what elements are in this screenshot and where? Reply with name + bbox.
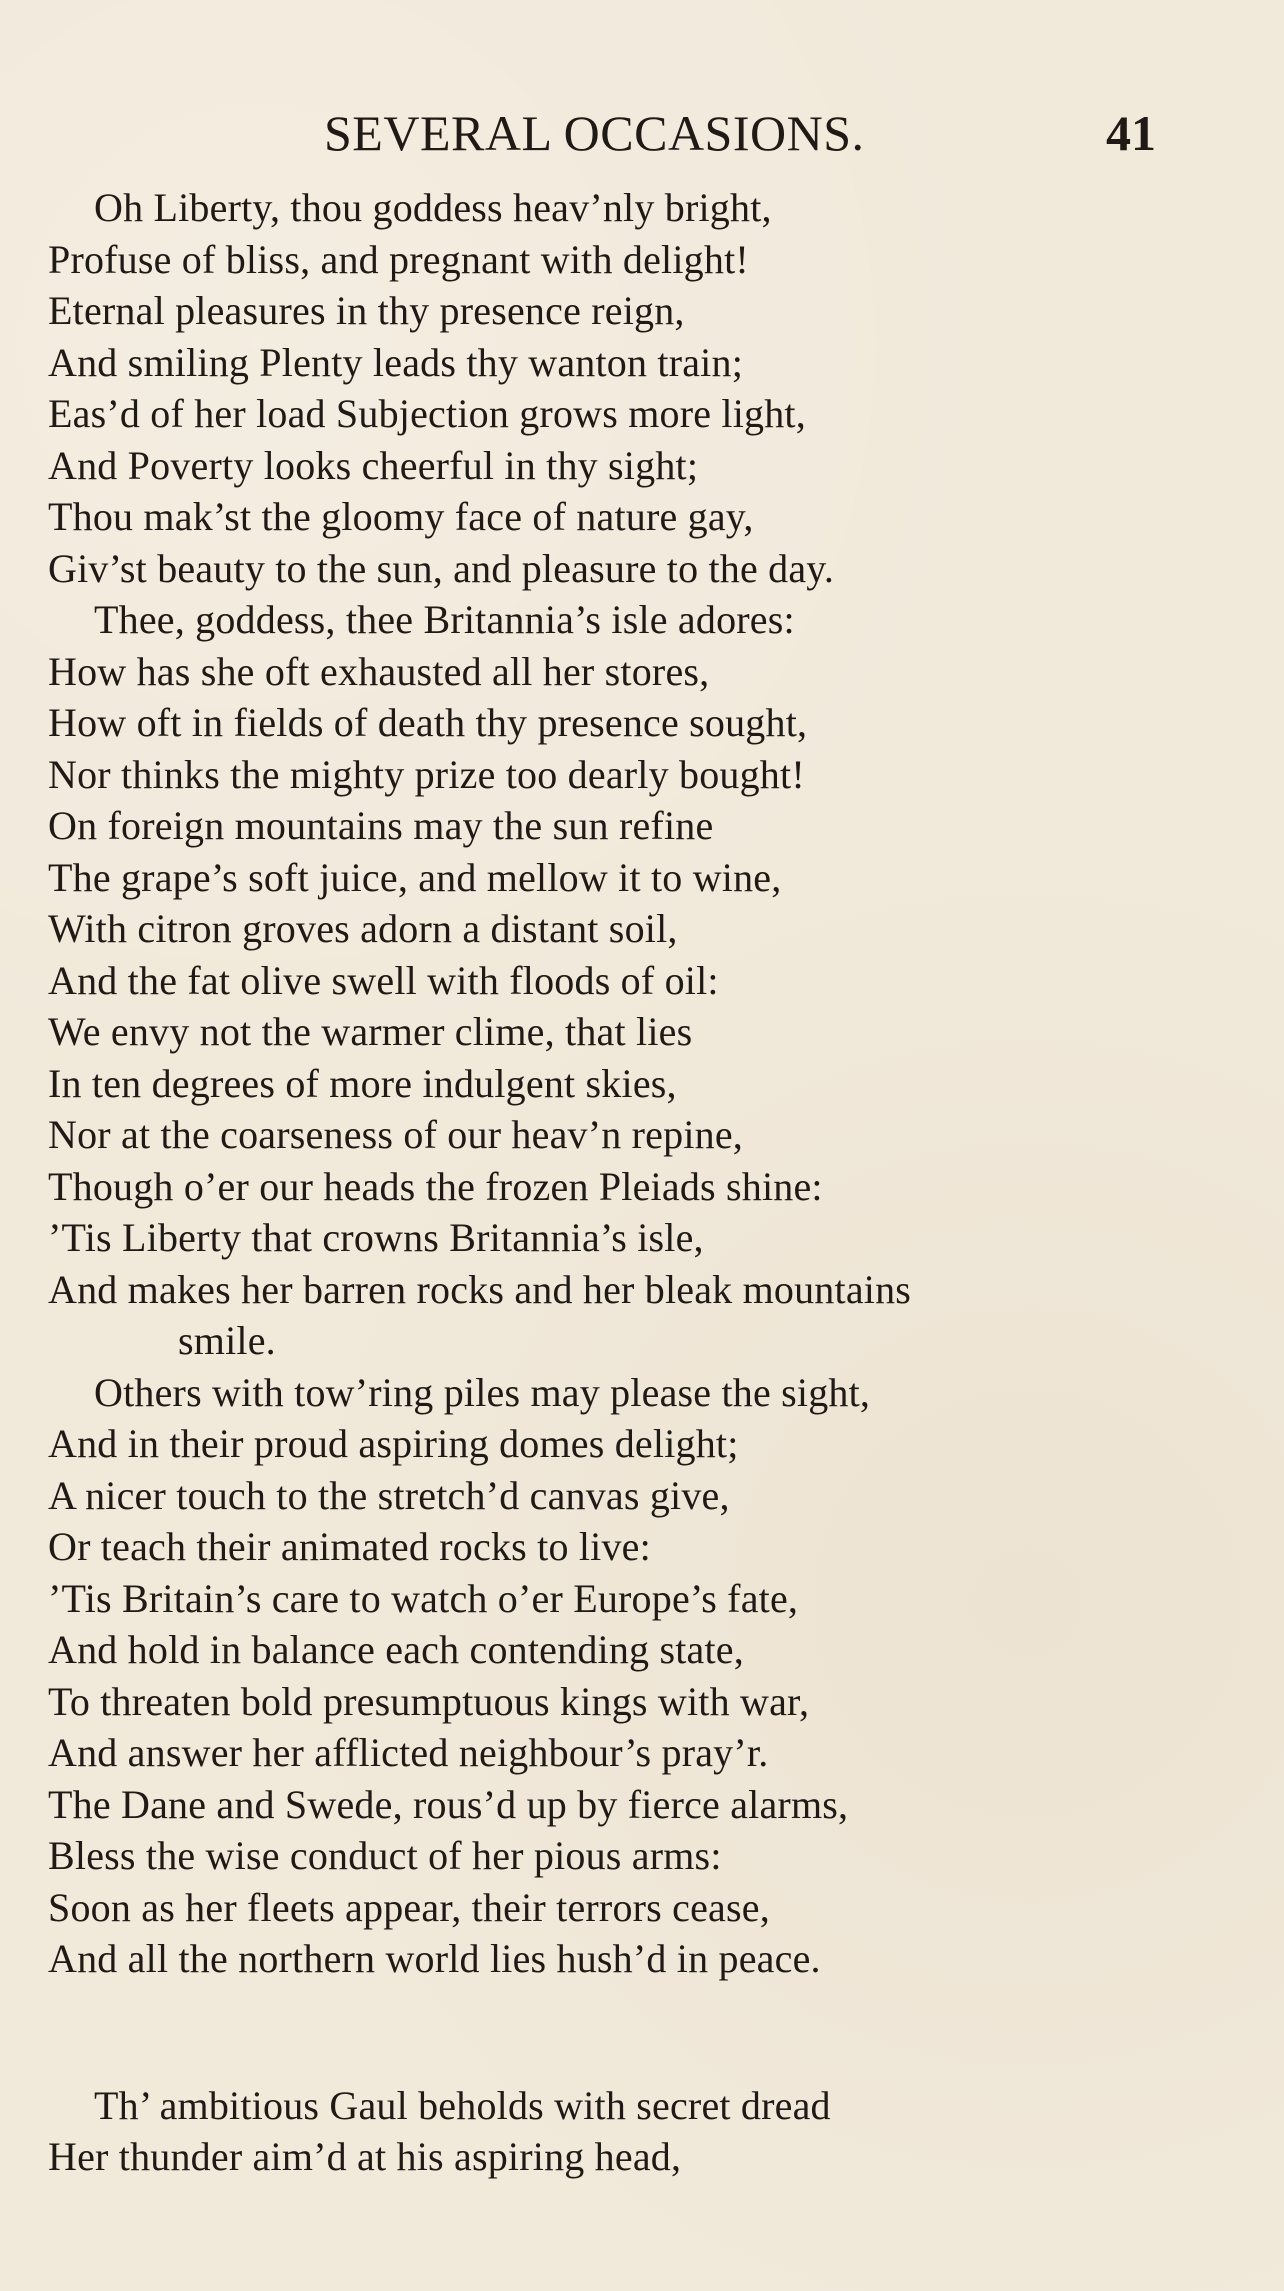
poem-line: And all the northern world lies hush’d in peace. [48, 1936, 821, 1981]
poem-line: Her thunder aim’d at his aspiring head, [48, 2134, 682, 2179]
page-number: 41 [1106, 105, 1156, 161]
poem-line: And smiling Plenty leads thy wanton train; [48, 339, 744, 385]
poem-line: The grape’s soft juice, and mellow it to wine, [48, 854, 782, 900]
poem-line: Eternal pleasures in thy presence reign, [48, 288, 685, 333]
stanza-gap [48, 1985, 1228, 2080]
poem-line: With citron groves adorn a distant soil, [48, 906, 678, 951]
poem-line: And makes her barren rocks and her bleak mountains [48, 1266, 912, 1312]
poem-line: We envy not the warmer clime, that lies [48, 1009, 693, 1054]
poem-line: And answer her afflicted neighbour’s pray’r. [48, 1730, 769, 1775]
page-header [0, 103, 1284, 163]
poem-text [48, 182, 1228, 2183]
running-head: SEVERAL OCCASIONS. [324, 105, 865, 161]
poem-line: The Dane and Swede, rous’d up by fierce alarms, [48, 1781, 849, 1827]
poem-line: And in their proud aspiring domes delight; [48, 1421, 739, 1466]
poem-line: To threaten bold presumptuous kings with war, [48, 1678, 810, 1724]
poem-line: In ten degrees of more indulgent skies, [48, 1060, 677, 1106]
poem-line-runover: smile. [178, 1318, 276, 1363]
poem-line: Thou mak’st the gloomy face of nature gay, [48, 494, 754, 539]
poem-line: How has she oft exhausted all her stores, [48, 648, 710, 694]
poem-line: Profuse of bliss, and pregnant with delight! [48, 236, 749, 282]
poem-line: ’Tis Liberty that crowns Britannia’s isle, [48, 1215, 704, 1260]
poem-line: Thee, goddess, thee Britannia’s isle adores: [94, 597, 795, 642]
poem-line: And the fat olive swell with floods of oil: [48, 957, 719, 1003]
poem-line: And Poverty looks cheerful in thy sight; [48, 442, 699, 488]
poem-line: Others with tow’ring piles may please the sight, [94, 1369, 871, 1415]
poem-line: ’Tis Britain’s care to watch o’er Europe’s fate, [48, 1575, 799, 1621]
poem-line: Though o’er our heads the frozen Pleiads shine: [48, 1163, 823, 1209]
poem-line: On foreign mountains may the sun refine [48, 803, 714, 848]
poem-line: Bless the wise conduct of her pious arms: [48, 1833, 722, 1878]
poem-line: Eas’d of her load Subjection grows more light, [48, 391, 806, 436]
poem-line: Nor thinks the mighty prize too dearly bought! [48, 751, 805, 797]
poem-line: Giv’st beauty to the sun, and pleasure to the day. [48, 545, 835, 591]
poem-line: Soon as her fleets appear, their terrors cease, [48, 1884, 770, 1930]
poem-line: A nicer touch to the stretch’d canvas give, [48, 1472, 730, 1518]
poem-line: How oft in fields of death thy presence sought, [48, 700, 808, 745]
poem-line: And hold in balance each contending state, [48, 1627, 744, 1672]
poem-line: Th’ ambitious Gaul beholds with secret dread [94, 2082, 831, 2128]
poem-line: Nor at the coarseness of our heav’n repine, [48, 1112, 743, 1157]
poem-line: Or teach their animated rocks to live: [48, 1524, 651, 1569]
poem-line: Oh Liberty, thou goddess heav’nly bright, [94, 185, 772, 230]
